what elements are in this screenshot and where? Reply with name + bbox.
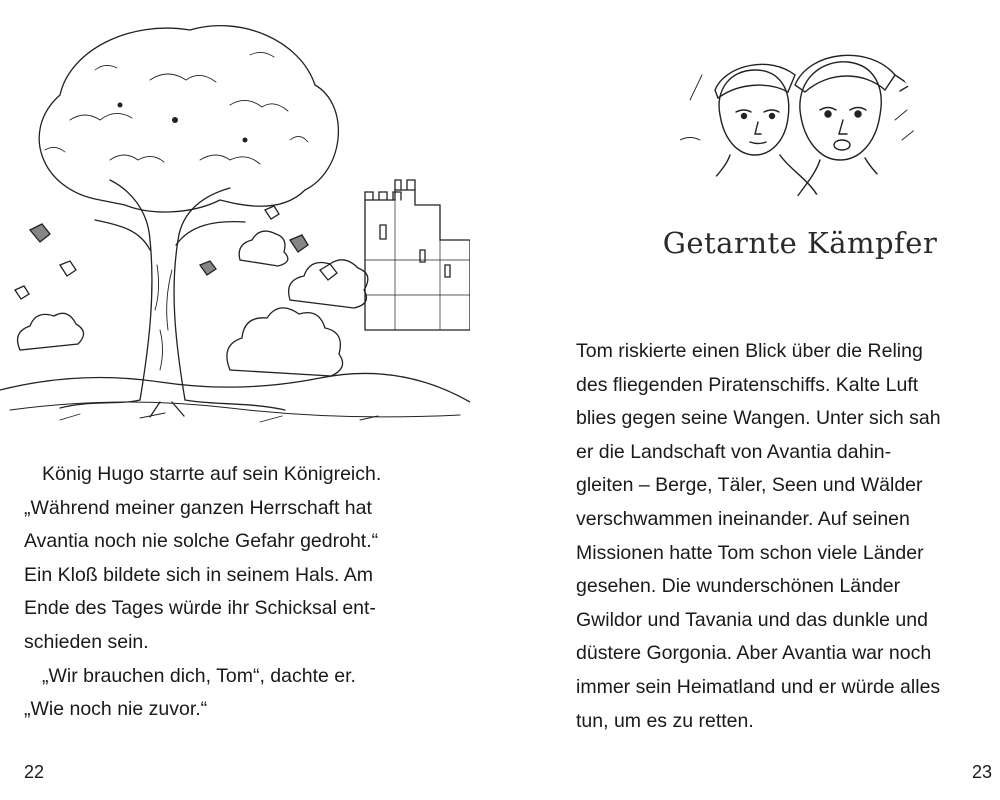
text-line: Gwildor und Tavania und das dunkle und — [576, 608, 928, 631]
text-line: schieden sein. — [24, 630, 149, 653]
text-line: gleiten – Berge, Täler, Seen und Wälder — [576, 474, 923, 497]
text-line: verschwammen ineinander. Auf seinen — [576, 507, 910, 530]
text-line: Ende des Tages würde ihr Schicksal ent- — [24, 597, 376, 620]
tree-castle-illustration — [0, 10, 470, 430]
right-page-text — [576, 335, 996, 738]
text-line: Missionen hatte Tom schon viele Länder — [576, 541, 924, 564]
text-line: Tom riskierte einen Blick über die Reling — [576, 340, 923, 362]
text-line: „Während meiner ganzen Herrschaft hat — [24, 496, 372, 519]
text-line: des fliegenden Piratenschiffs. Kalte Luft — [576, 373, 919, 396]
right-page — [500, 0, 1000, 800]
text-line: „Wir brauchen dich, Tom“, dachte er. — [42, 664, 356, 687]
text-line: gesehen. Die wunderschönen Länder — [576, 575, 901, 598]
page-number-left: 22 — [24, 762, 45, 782]
page-number-right: 23 — [972, 762, 993, 782]
text-line: er die Landschaft von Avantia dahin- — [576, 440, 892, 463]
text-line: düstere Gorgonia. Aber Avantia war noch — [576, 642, 932, 665]
text-line: immer sein Heimatland und er würde alles — [576, 675, 941, 698]
text-line: tun, um es zu retten. — [576, 709, 754, 732]
text-line: „Wie noch nie zuvor.“ — [24, 698, 208, 721]
two-characters-portrait — [670, 30, 920, 200]
left-page-text — [24, 458, 464, 727]
text-line: Ein Kloß bildete sich in seinem Hals. Am — [24, 563, 373, 586]
chapter-title: Getarnte Kämpfer — [662, 226, 938, 260]
text-line: Avantia noch nie solche Gefahr gedroht.“ — [24, 530, 379, 553]
text-line: König Hugo starrte auf sein Königreich. — [42, 463, 382, 485]
text-line: blies gegen seine Wangen. Unter sich sah — [576, 407, 941, 430]
